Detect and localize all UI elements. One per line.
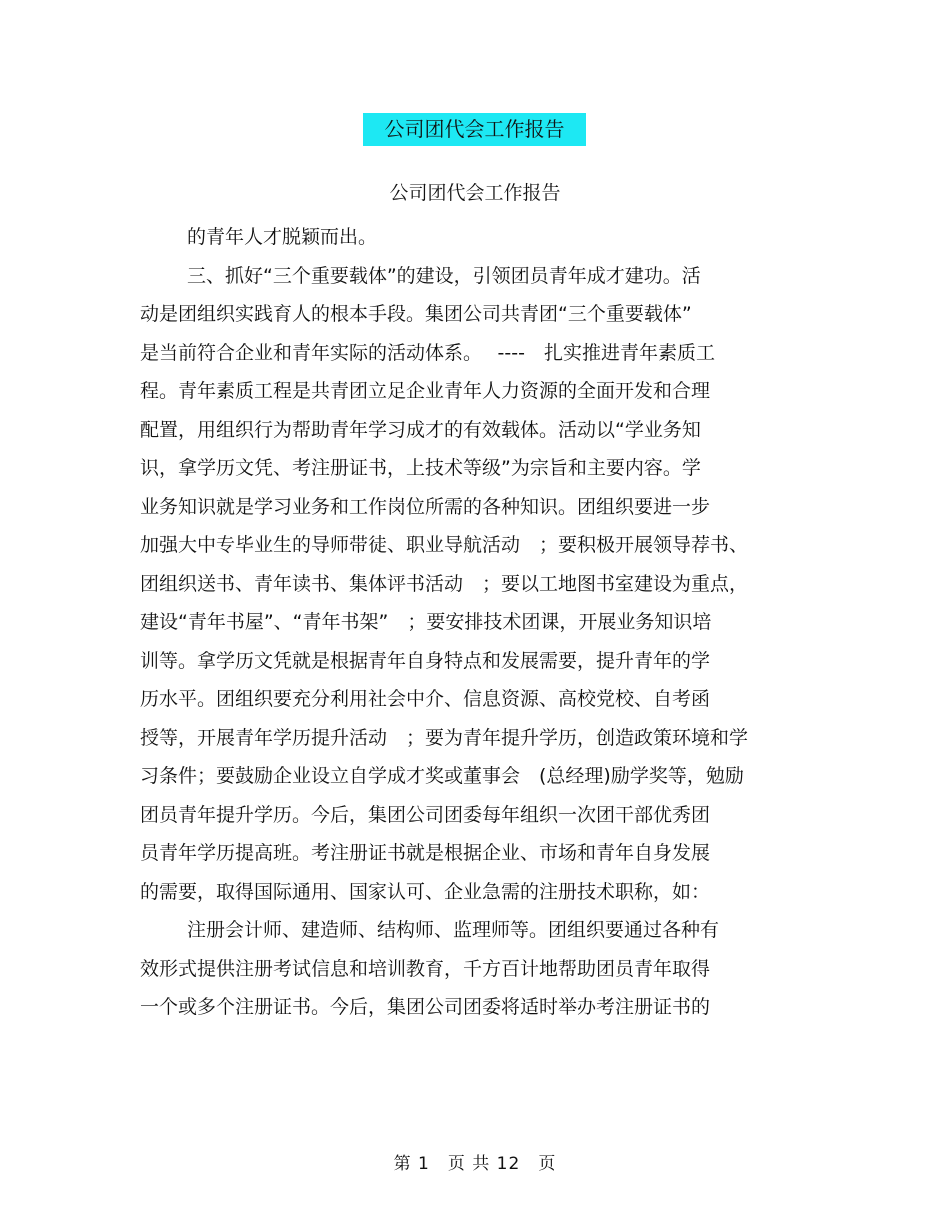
text-line: 的青年人才脱颖而出。 — [187, 226, 378, 248]
text-line: 是当前符合企业和青年实际的活动体系。 ---- 扎实推进青年素质工 — [140, 341, 715, 364]
text-line: 加强大中专毕业生的导师带徒、职业导航活动 ；要积极开展领导荐书、 — [140, 534, 749, 556]
document-title: 公司团代会工作报告 — [384, 117, 565, 141]
document-subtitle: 公司团代会工作报告 — [389, 182, 561, 204]
text-line: 注册会计师、建造师、结构师、监理师等。团组织要通过各种有 — [187, 919, 720, 941]
text-line: 的需要，取得国际通用、国家认可、企业急需的注册技术职称，如： — [140, 880, 711, 903]
text-line: 团员青年提升学历。今后，集团公司团委每年组织一次团干部优秀团 — [140, 803, 711, 826]
document-title-highlight — [363, 113, 586, 146]
page-number-footer: 第 1 页 共 12 页 — [393, 1154, 557, 1174]
text-line: 习条件；要鼓励企业设立自学成才奖或董事会 (总经理)励学奖等，勉励 — [140, 765, 744, 787]
text-line: 历水平。团组织要充分利用社会中介、信息资源、高校党校、自考函 — [140, 688, 711, 710]
text-line: 程。青年素质工程是共青团立足企业青年人力资源的全面开发和合理 — [140, 380, 711, 402]
text-line: 员青年学历提高班。考注册证书就是根据企业、市场和青年自身发展 — [140, 842, 711, 864]
text-line: 业务知识就是学习业务和工作岗位所需的各种知识。团组织要进一步 — [140, 495, 711, 518]
text-line: 效形式提供注册考试信息和培训教育，千方百计地帮助团员青年取得 — [140, 957, 711, 980]
text-line: 团组织送书、青年读书、集体评书活动 ；要以工地图书室建设为重点， — [140, 572, 749, 595]
text-line: 配置，用组织行为帮助青年学习成才的有效载体。活动以“学业务知 — [140, 418, 701, 441]
text-line: 动是团组织实践育人的根本手段。集团公司共青团“三个重要载体” — [140, 303, 692, 325]
text-line: 训等。拿学历文凭就是根据青年自身特点和发展需要，提升青年的学 — [140, 649, 711, 672]
body-text — [140, 218, 800, 1027]
text-line: 一个或多个注册证书。今后，集团公司团委将适时举办考注册证书的 — [140, 996, 711, 1018]
text-line: 识，拿学历文凭、考注册证书，上技术等级”为宗旨和主要内容。学 — [140, 457, 701, 479]
text-line: 建设“青年书屋”、“青年书架” ；要安排技术团课，开展业务知识培 — [140, 611, 712, 633]
text-line: 三、抓好“三个重要载体”的建设，引领团员青年成才建功。活 — [187, 264, 701, 287]
text-line: 授等，开展青年学历提升活动 ；要为青年提升学历，创造政策环境和学 — [140, 726, 749, 749]
